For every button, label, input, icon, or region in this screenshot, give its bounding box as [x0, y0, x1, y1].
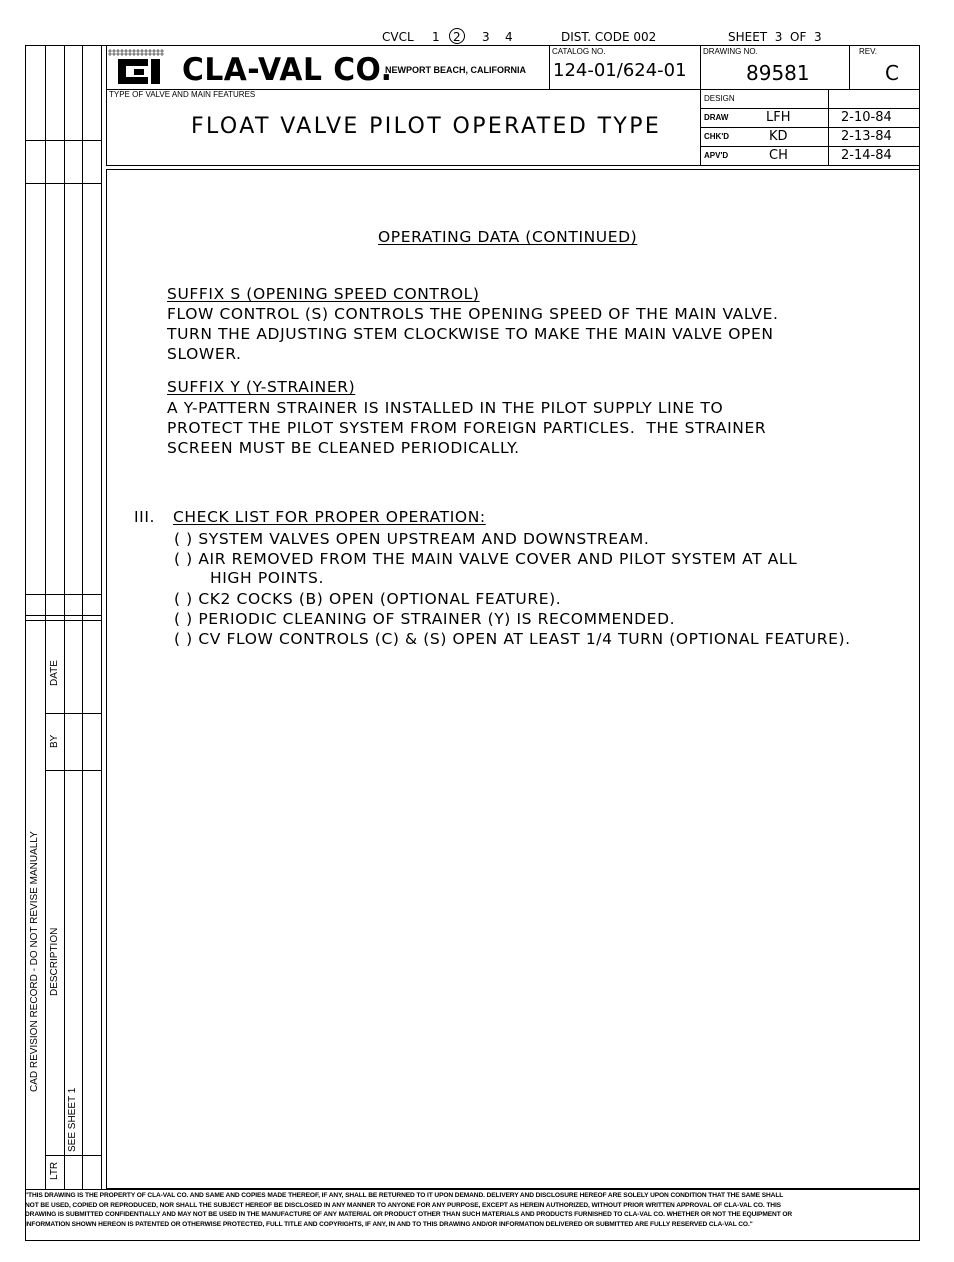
revision-see-sheet-note: SEE SHEET 1: [67, 1087, 78, 1152]
company-name: CLA-VAL CO.: [182, 52, 393, 88]
legal-line-2: NOT BE USED, COPIED OR REPRODUCED, NOR SHALL THE SUBJECT HEREOF BE DISCLOSED IN ANY MANNER TO ANYONE FOR ANY PURPOSE, EXCEPT AS HEREIN AUTHORIZED, WITHOUT PRIOR WRITTEN APPROVAL OF CLA-VAL CO. THIS: [25, 1201, 781, 1209]
cvcl-option-2: 2: [453, 30, 461, 44]
strip-h-2: [25, 183, 101, 184]
revision-description-label: DESCRIPTION: [49, 927, 60, 996]
approval-chk-role: CHK'D: [704, 132, 730, 141]
content-heading: OPERATING DATA (CONTINUED): [378, 228, 638, 246]
drawing-no-label: DRAWING NO.: [703, 47, 758, 56]
approval-apv-date: 2-14-84: [841, 148, 892, 163]
cvcl-option-4: 4: [505, 30, 513, 44]
approvals-h-4: [700, 146, 920, 147]
suffix-y-line-3: SCREEN MUST BE CLEANED PERIODICALLY.: [167, 439, 520, 457]
strip-line-3: [82, 45, 83, 1189]
catalog-left: [549, 45, 550, 89]
cla-val-logo-icon: [108, 47, 172, 87]
legal-line-1: "THIS DRAWING IS THE PROPERTY OF CLA-VAL CO. AND SAME AND COPIES MADE THEREOF, IF ANY, SHALL BE RETURNED TO IT UPON DEMAND. DELIVERY AND DISCLOSURE HEREOF ARE SOLELY UPON CONDITION THAT THE SAME SHALL: [25, 1192, 784, 1199]
suffix-s-title: SUFFIX S (OPENING SPEED CONTROL): [167, 285, 480, 303]
strip-line-1: [45, 45, 46, 1189]
approvals-h-3: [700, 127, 920, 128]
approval-draw-role: DRAW: [704, 113, 729, 122]
suffix-s-line-3: SLOWER.: [167, 345, 242, 363]
drawing-number: 89581: [746, 61, 810, 85]
approvals-h-2: [700, 108, 920, 109]
strip-h-6: [45, 713, 101, 714]
suffix-y-title: SUFFIX Y (Y-STRAINER): [167, 378, 356, 396]
cvcl-option-1: 1: [432, 30, 440, 44]
revision-by-label: BY: [49, 734, 60, 748]
legal-notice: [25, 1191, 919, 1229]
title-block-left: [106, 45, 107, 165]
approval-draw-name: LFH: [766, 110, 791, 125]
strip-h-1: [25, 140, 101, 141]
cvcl-label: CVCL: [382, 30, 414, 44]
strip-line-2: [64, 45, 65, 1189]
revision-date-label: DATE: [49, 660, 60, 686]
company-location: NEWPORT BEACH, CALIFORNIA: [385, 65, 526, 75]
strip-h-3: [25, 594, 101, 595]
revision-ltr-label: LTR: [49, 1161, 60, 1180]
dist-code: DIST. CODE 002: [561, 30, 657, 44]
checklist-item-3: ( ) CK2 COCKS (B) OPEN (OPTIONAL FEATURE).: [174, 590, 562, 608]
checklist-title: CHECK LIST FOR PROPER OPERATION:: [173, 508, 486, 526]
suffix-s-line-2: TURN THE ADJUSTING STEM CLOCKWISE TO MAKE THE MAIN VALVE OPEN: [167, 325, 774, 343]
approval-draw-date: 2-10-84: [841, 110, 892, 125]
approval-chk-date: 2-13-84: [841, 129, 892, 144]
rev-label: REV.: [859, 47, 877, 56]
checklist-item-5: ( ) CV FLOW CONTROLS (C) & (S) OPEN AT LEAST 1/4 TURN (OPTIONAL FEATURE).: [174, 630, 851, 648]
checklist-numeral: III.: [134, 508, 156, 526]
rev-value: C: [885, 61, 899, 85]
approval-chk-name: KD: [769, 129, 788, 144]
strip-line-4: [101, 45, 102, 1189]
catalog-number: 124-01/624-01: [553, 60, 687, 81]
suffix-y-line-2: PROTECT THE PILOT SYSTEM FROM FOREIGN PARTICLES. THE STRAINER: [167, 419, 767, 437]
approvals-h-1: [700, 89, 920, 90]
approvals-left: [700, 45, 701, 165]
design-label: DESIGN: [704, 94, 735, 103]
suffix-s-line-1: FLOW CONTROL (S) CONTROLS THE OPENING SPEED OF THE MAIN VALVE.: [167, 305, 779, 323]
approval-apv-role: APV'D: [704, 151, 729, 160]
strip-h-7: [45, 770, 101, 771]
checklist-item-1: ( ) SYSTEM VALVES OPEN UPSTREAM AND DOWNSTREAM.: [174, 530, 650, 548]
sheet-number: SHEET 3 OF 3: [728, 30, 822, 44]
legal-line-4: INFORMATION SHOWN HEREON IS PATENTED OR OTHERWISE PROTECTED, FULL TITLE AND COPYRIGHTS, IF ANY, IN AND TO THIS DRAWING AND/OR INFORMATION DELIVERED OR SUBMITTED ARE FULLY RESERVED CLA-VAL CO.": [25, 1220, 753, 1228]
drawing-title: FLOAT VALVE PILOT OPERATED TYPE: [191, 114, 662, 139]
strip-h-8: [45, 1155, 101, 1156]
strip-h-5: [25, 620, 101, 621]
suffix-y-line-1: A Y-PATTERN STRAINER IS INSTALLED IN THE PILOT SUPPLY LINE TO: [167, 399, 724, 417]
catalog-label: CATALOG NO.: [552, 47, 606, 56]
rev-left: [849, 45, 850, 89]
cvcl-option-3: 3: [482, 30, 490, 44]
checklist-item-4: ( ) PERIODIC CLEANING OF STRAINER (Y) IS RECOMMENDED.: [174, 610, 676, 628]
revision-record-title: CAD REVISION RECORD - DO NOT REVISE MANUALLY: [29, 831, 40, 1092]
type-label: TYPE OF VALVE AND MAIN FEATURES: [109, 90, 256, 99]
checklist-item-2-cont: HIGH POINTS.: [210, 569, 324, 587]
checklist-item-2: ( ) AIR REMOVED FROM THE MAIN VALVE COVER AND PILOT SYSTEM AT ALL: [174, 550, 798, 568]
legal-divider: [25, 1189, 920, 1190]
approval-apv-name: CH: [769, 148, 788, 163]
title-block-bottom: [106, 165, 920, 166]
legal-line-3: DRAWING IS SUBMITTED CONFIDENTIALLY AND MAY NOT BE USED IN THE MANUFACTURE OF ANY MATERIAL OR PRODUCT OTHER THAN SUCH MATERIALS AND PRODUCTS FURNISHED TO CLA-VAL CO. WHETHER OR NOT THE EQUIPMENT OR: [25, 1211, 793, 1219]
strip-h-4: [25, 615, 101, 616]
